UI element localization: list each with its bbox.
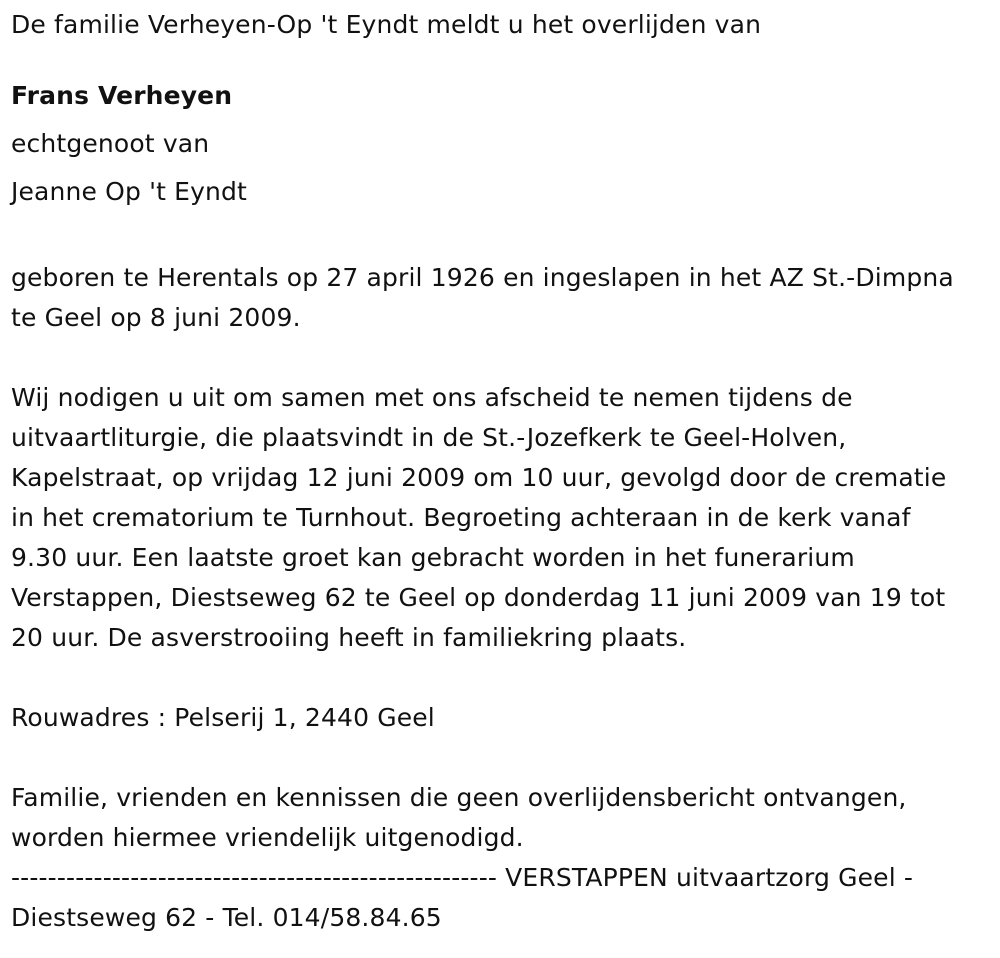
deceased-name: Frans Verheyen (11, 81, 233, 110)
invitation-line: Kapelstraat, op vrijdag 12 juni 2009 om 10 uur, gevolgd door de crematie (11, 463, 947, 492)
spacer (11, 34, 996, 72)
closing-line: worden hiermee vriendelijk uitgenodigd. (11, 823, 524, 852)
invitation-line: 20 uur. De asverstrooiing heeft in familiekring plaats. (11, 623, 687, 652)
invitation-line: 9.30 uur. Een laatste groet kan gebracht worden in het funerarium (11, 543, 855, 572)
obituary-notice (11, 0, 996, 938)
footer-line: Diestseweg 62 - Tel. 014/58.84.65 (11, 903, 442, 932)
spacer (11, 338, 996, 378)
invitation-line: in het crematorium te Turnhout. Begroeting achteraan in de kerk vanaf (11, 503, 911, 532)
footer-line: ----------------------------------------------------- VERSTAPPEN uitvaartzorg Geel - (11, 863, 914, 892)
spouse-name: Jeanne Op 't Eyndt (11, 177, 248, 206)
closing-line: Familie, vrienden en kennissen die geen overlijdensbericht ontvangen, (11, 783, 907, 812)
birth-death-line: te Geel op 8 juni 2009. (11, 303, 301, 332)
spacer (11, 738, 996, 778)
invitation-line: uitvaartliturgie, die plaatsvindt in de St.-Jozefkerk te Geel-Holven, (11, 423, 847, 452)
mourning-address: Rouwadres : Pelserij 1, 2440 Geel (11, 703, 435, 732)
invitation-line: Verstappen, Diestseweg 62 te Geel op donderdag 11 juni 2009 van 19 tot (11, 583, 946, 612)
birth-death-line: geboren te Herentals op 27 april 1926 en ingeslapen in het AZ St.-Dimpna (11, 263, 954, 292)
intro-text: De familie Verheyen-Op 't Eyndt meldt u het overlijden van (11, 10, 762, 39)
relation-text: echtgenoot van (11, 129, 210, 158)
invitation-line: Wij nodigen u uit om samen met ons afscheid te nemen tijdens de (11, 383, 853, 412)
spacer (11, 658, 996, 698)
spacer (11, 216, 996, 258)
